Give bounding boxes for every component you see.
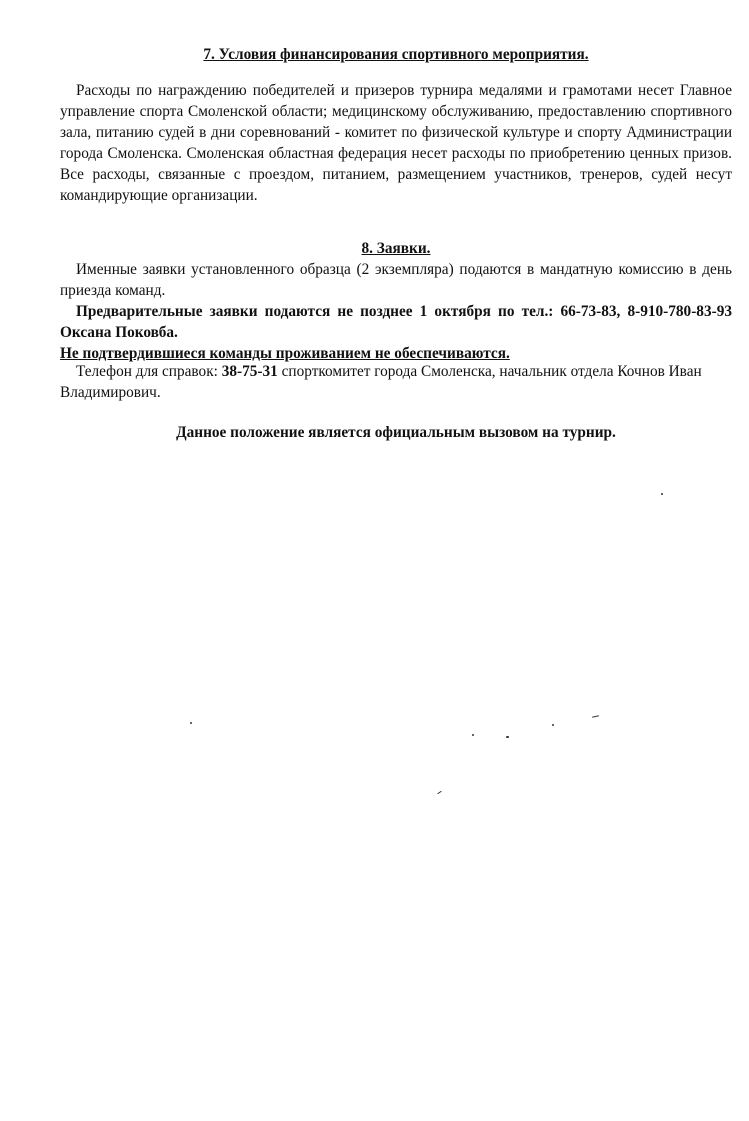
contact-suffix: спорткомитет города Смоленска, начальник отдела Кочнов Иван Владимирович. [60,363,702,401]
section-8-paragraph-applications: Именные заявки установленного образца (2 экземпляра) подаются в мандатную комиссию в день приезда команд. [60,261,732,299]
scan-speck [437,791,442,795]
closing-statement: Данное положение является официальным вызовом на турнир. [176,424,616,441]
scan-speck [661,493,663,495]
section-7-paragraph: Расходы по награждению победителей и призеров турнира медалями и грамотами несет Главное управление спорта Смоленской области; медицинскому обслуживанию, предоставлению спортивного зала, питанию судей в дни соревнований - комитет по физической культуре и спорту Администрации города Смоленска. Смоленская областная федерация несет расходы по приобретению ценных призов. Все расходы, связанные с проездом, питанием, размещением участников, тренеров, судей несут командирующие организации. [60,82,732,204]
scan-speck [190,722,192,724]
scan-speck [506,736,509,738]
section-7-heading: 7. Условия финансирования спортивного мероприятия. [203,46,589,63]
section-8-contact [60,361,732,403]
scan-speck [592,715,599,717]
contact-prefix: Телефон для справок: [76,363,222,380]
section-8-heading: 8. Заявки. [361,240,431,257]
contact-phone: 38-75-31 [221,363,278,380]
section-8-paragraph-preliminary: Предварительные заявки подаются не позднее 1 октября по тел.: 66-73-83, 8-910-780-83-93 Оксана Поковба. [60,303,732,341]
scan-speck [552,724,554,726]
scan-speck [472,734,474,736]
section-8-warning: Не подтвердившиеся команды проживанием не обеспечиваются. [60,345,510,362]
